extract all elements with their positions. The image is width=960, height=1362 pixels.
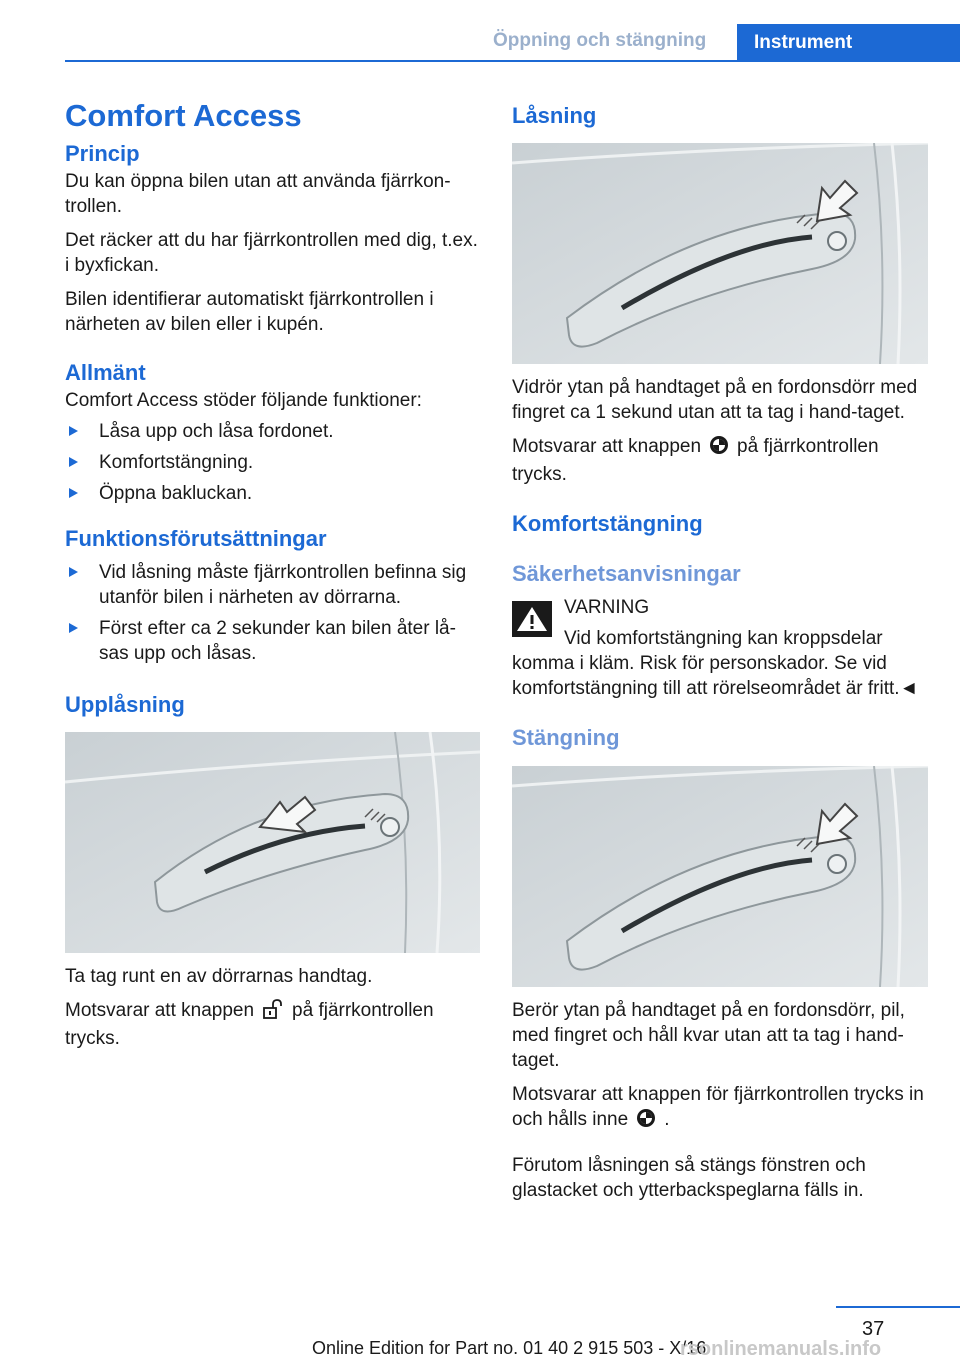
warning-text-line — [564, 626, 928, 651]
page-title: Comfort Access — [65, 98, 302, 133]
upplasning-paragraph-2: Motsvarar att knappen på fjärrkontrollen trycks. — [65, 1000, 434, 1049]
page-header — [0, 0, 960, 62]
warning-triangle-icon — [512, 601, 552, 637]
header-chapter-tab[interactable]: Instrument — [737, 24, 960, 60]
list-item: Öppna bakluckan. — [65, 481, 480, 506]
allmant-intro: Comfort Access stöder följande funktioner: — [65, 390, 422, 411]
bullet-triangle-icon — [69, 567, 78, 577]
heading-upplasning: Upplåsning — [65, 692, 185, 717]
list-item: Först efter ca 2 sekunder kan bilen åter lå-sas upp och låsas. — [65, 616, 480, 666]
heading-allmant: Allmänt — [65, 360, 146, 385]
heading-princip: Princip — [65, 141, 140, 166]
warning-title: VARNING — [564, 597, 650, 618]
header-section-title: Öppning och stängning — [493, 30, 707, 51]
princip-paragraph-1: Du kan öppna bilen utan att använda fjärrkon-trollen. — [65, 171, 451, 217]
heading-funktionsforutsattningar: Funktionsförutsättningar — [65, 526, 327, 551]
list-item: Vid låsning måste fjärrkontrollen befinna sig utanför bilen i närheten av dörrarna. — [65, 560, 480, 610]
heading-stangning: Stängning — [512, 725, 620, 750]
footer-edition: Online Edition for Part no. 01 40 2 915 503 - X/16 — [312, 1338, 707, 1358]
stangning-paragraph-2: Motsvarar att knappen för fjärrkontrollen trycks in och hålls inne . — [512, 1082, 928, 1135]
heading-komfortstangning: Komfortstängning — [512, 511, 703, 536]
forutsattningar-list — [65, 560, 480, 666]
allmant-list — [65, 419, 480, 506]
list-item: Låsa upp och låsa fordonet. — [65, 419, 480, 444]
bmw-logo-button-icon — [636, 1108, 656, 1135]
bullet-triangle-icon — [69, 426, 78, 436]
header-rule — [65, 60, 960, 62]
bullet-triangle-icon — [69, 457, 78, 467]
unlock-button-icon — [262, 999, 284, 1026]
footer-rule — [836, 1306, 960, 1308]
door-handle-unlock-illustration — [65, 732, 480, 953]
warning-block — [512, 595, 928, 651]
bullet-triangle-icon — [69, 488, 78, 498]
list-item: Komfortstängning. — [65, 450, 480, 475]
right-column — [512, 96, 928, 1203]
stangning-paragraph-1: Berör ytan på handtaget på en fordonsdörr, pil, med fingret och håll kvar utan att ta tag i hand-taget. — [512, 1000, 905, 1071]
bmw-logo-button-icon — [709, 435, 729, 462]
princip-paragraph-2: Det räcker att du har fjärrkontrollen med dig, t.ex. i byxfickan. — [65, 230, 478, 276]
lasning-paragraph-1: Vidrör ytan på handtaget på en fordonsdörr med fingret ca 1 sekund utan att ta tag i hand-taget. — [512, 377, 918, 423]
bullet-triangle-icon — [69, 623, 78, 633]
door-handle-lock-illustration — [512, 143, 928, 364]
stangning-paragraph-3: Förutom låsningen så stängs fönstren och glastacket och ytterbackspeglarna fälls in. — [512, 1155, 866, 1201]
heading-lasning: Låsning — [512, 103, 597, 128]
door-handle-closing-illustration — [512, 766, 928, 987]
watermark-text: rsonlinemanuals.info — [680, 1338, 882, 1360]
page-number: 37 — [862, 1318, 885, 1340]
warning-text: Vid komfortstängning kan kroppsdelar komma i kläm. Risk för personskador. Se vid komfortstängning till att rörelseområdet är fritt.◄ — [512, 628, 919, 699]
heading-sakerhetsanvisningar: Säkerhetsanvisningar — [512, 561, 741, 586]
upplasning-paragraph-1: Ta tag runt en av dörrarnas handtag. — [65, 966, 373, 987]
left-column — [65, 96, 480, 1051]
princip-paragraph-3: Bilen identifierar automatiskt fjärrkontrollen i närheten av bilen eller i kupén. — [65, 289, 434, 335]
lasning-paragraph-2: Motsvarar att knappen på fjärrkontrollen trycks. — [512, 436, 879, 485]
